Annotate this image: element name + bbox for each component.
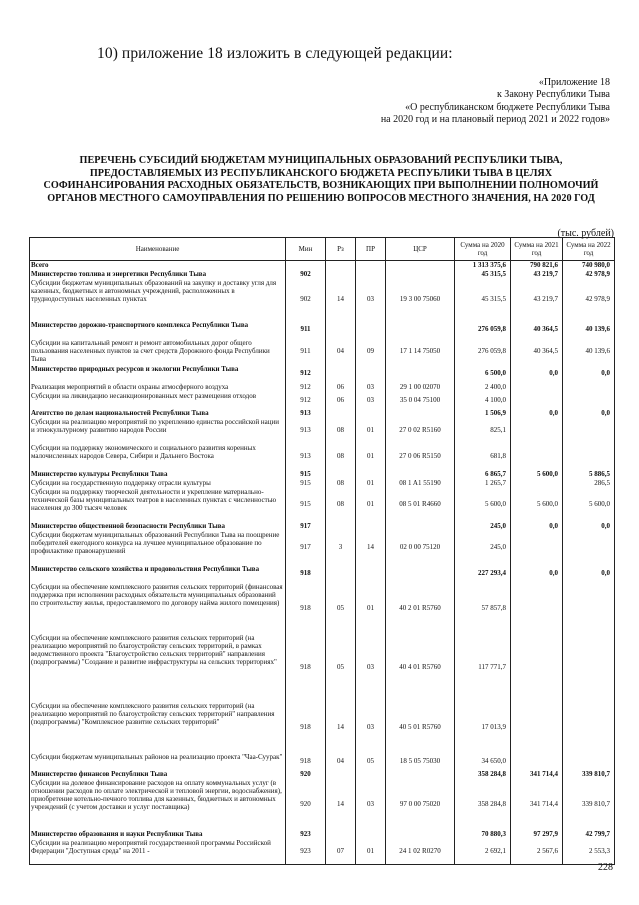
cell-name: Субсидии бюджетам муниципальных районов на реализацию проекта "Чаа-Суурак" xyxy=(30,753,286,770)
cell-sum-2021 xyxy=(511,634,563,702)
cell-csr: 08 1 A1 55190 xyxy=(386,479,455,488)
cell-sum-2022: 40 139,6 xyxy=(563,321,615,339)
cell-rz: 08 xyxy=(326,444,356,470)
col-header-csr: ЦСР xyxy=(386,238,455,261)
cell-name: Министерство топлива и энергетики Республики Тыва xyxy=(30,270,286,279)
cell-min: 917 xyxy=(286,522,326,531)
cell-min: 923 xyxy=(286,839,326,865)
cell-min: 911 xyxy=(286,339,326,365)
cell-sum-2020: 681,8 xyxy=(455,444,511,470)
cell-csr xyxy=(386,830,455,839)
cell-name: Всего xyxy=(30,261,286,270)
col-header-pr: ПР xyxy=(356,238,386,261)
cell-min: 918 xyxy=(286,583,326,634)
appendix-line: «Приложение 18 xyxy=(538,77,610,88)
cell-name: Субсидии на долевое финансирование расходов на оплату коммунальных услуг (в отношении расходов по оплате электрической и тепловой энергии, водоснабжения), приобретение котельно-печного топлива для казенных, бюджетных и автономных учреждений (с учетом доставки и услуг поставщика) xyxy=(30,779,286,830)
table-section-row xyxy=(30,565,615,583)
cell-sum-2020: 70 880,3 xyxy=(455,830,511,839)
cell-sum-2020: 1 313 375,6 xyxy=(455,261,511,270)
cell-name: Министерство дорожно-транспортного комплекса Республики Тыва xyxy=(30,321,286,339)
cell-sum-2022 xyxy=(563,392,615,409)
table-section-row xyxy=(30,470,615,479)
cell-min: 918 xyxy=(286,702,326,753)
cell-csr: 40 2 01 R5760 xyxy=(386,583,455,634)
cell-name: Субсидии на обеспечение комплексного развития сельских территорий (финансовая поддержка при исполнении расходных обязательств муниципальных образований по строительству жилья, предоставляемого по договору найма жилого помещения) xyxy=(30,583,286,634)
cell-name: Субсидии на государственную поддержку отрасли культуры xyxy=(30,479,286,488)
appendix-line: «О республиканском бюджете Республики Тыва xyxy=(405,101,610,113)
cell-sum-2021 xyxy=(511,383,563,392)
cell-sum-2021 xyxy=(511,702,563,753)
cell-csr xyxy=(386,261,455,270)
cell-sum-2020: 17 013,9 xyxy=(455,702,511,753)
cell-name: Министерство сельского хозяйства и продовольствия Республики Тыва xyxy=(30,565,286,583)
cell-csr: 18 5 05 75030 xyxy=(386,753,455,770)
cell-sum-2021: 43 219,7 xyxy=(511,279,563,321)
cell-pr: 09 xyxy=(356,339,386,365)
cell-name: Субсидии на обеспечение комплексного развития сельских территорий (на реализацию мероприятий по благоустройству сельских территорий" направления (подпрограммы) "Комплексное развитие сельских территорий" xyxy=(30,702,286,753)
cell-csr xyxy=(386,365,455,383)
amendment-intro: 10) приложение 18 изложить в следующей редакции: xyxy=(97,45,453,62)
cell-pr xyxy=(356,830,386,839)
table-row xyxy=(30,479,615,488)
cell-rz xyxy=(326,830,356,839)
cell-name: Субсидии бюджетам муниципальных образований на закупку и доставку угля для казенных, бюджетных и автономных учреждений, расположенных в труднодоступных населенных пунктах xyxy=(30,279,286,321)
table-header-row xyxy=(30,238,615,261)
cell-name: Агентство по делам национальностей Республики Тыва xyxy=(30,409,286,418)
cell-sum-2021: 790 821,6 xyxy=(511,261,563,270)
cell-sum-2022: 42 978,9 xyxy=(563,270,615,279)
cell-min: 917 xyxy=(286,531,326,565)
cell-sum-2022 xyxy=(563,531,615,565)
cell-csr xyxy=(386,409,455,418)
table-row xyxy=(30,779,615,830)
cell-sum-2022 xyxy=(563,383,615,392)
cell-min: 912 xyxy=(286,392,326,409)
cell-sum-2021: 40 364,5 xyxy=(511,321,563,339)
cell-csr: 97 0 00 75020 xyxy=(386,779,455,830)
cell-sum-2021: 341 714,4 xyxy=(511,779,563,830)
cell-sum-2020: 6 865,7 xyxy=(455,470,511,479)
cell-sum-2020: 276 059,8 xyxy=(455,321,511,339)
cell-sum-2022: 42 799,7 xyxy=(563,830,615,839)
cell-sum-2022: 339 810,7 xyxy=(563,779,615,830)
cell-sum-2020: 45 315,5 xyxy=(455,270,511,279)
appendix-header xyxy=(381,77,610,126)
cell-sum-2021: 0,0 xyxy=(511,565,563,583)
table-row xyxy=(30,531,615,565)
cell-pr: 14 xyxy=(356,531,386,565)
cell-pr: 01 xyxy=(356,479,386,488)
cell-min xyxy=(286,261,326,270)
cell-pr: 05 xyxy=(356,753,386,770)
cell-name: Субсидии на капитальный ремонт и ремонт автомобильных дорог общего пользования населенных пунктов за счет средств Дорожного фонда Республики Тыва xyxy=(30,339,286,365)
cell-pr xyxy=(356,409,386,418)
document-title: ПЕРЕЧЕНЬ СУБСИДИЙ БЮДЖЕТАМ МУНИЦИПАЛЬНЫХ ОБРАЗОВАНИЙ РЕСПУБЛИКИ ТЫВА, ПРЕДОСТАВЛЯЕМЫХ ИЗ РЕСПУБЛИКАНСКОГО БЮДЖЕТА РЕСПУБЛИКИ ТЫВА В ЦЕЛЯХ СОФИНАНСИРОВАНИЯ РАСХОДНЫХ ОБЯЗАТЕЛЬСТВ, ВОЗНИКАЮЩИХ ПРИ ВЫПОЛНЕНИИ ПОЛНОМОЧИЙ ОРГАНОВ МЕСТНОГО САМОУПРАВЛЕНИЯ ПО РЕШЕНИЮ ВОПРОСОВ МЕСТНОГО ЗНАЧЕНИЯ, НА 2020 ГОД xyxy=(43,155,599,204)
col-header-sum-2022: Сумма на 2022 год xyxy=(563,238,615,261)
cell-sum-2021 xyxy=(511,444,563,470)
cell-pr: 01 xyxy=(356,839,386,865)
cell-min: 902 xyxy=(286,279,326,321)
cell-sum-2021: 5 600,0 xyxy=(511,488,563,522)
table-row xyxy=(30,418,615,444)
cell-min: 913 xyxy=(286,409,326,418)
cell-rz: 05 xyxy=(326,634,356,702)
cell-sum-2022 xyxy=(563,753,615,770)
cell-rz xyxy=(326,470,356,479)
cell-csr xyxy=(386,522,455,531)
cell-sum-2022 xyxy=(563,702,615,753)
cell-csr xyxy=(386,470,455,479)
cell-sum-2022: 40 139,6 xyxy=(563,339,615,365)
cell-sum-2021: 341 714,4 xyxy=(511,770,563,779)
cell-name: Субсидии на поддержку творческой деятельности и укрепление материально-технической базы муниципальных театров в населенных пунктах с численностью населения до 300 тысяч человек xyxy=(30,488,286,522)
cell-rz: 14 xyxy=(326,702,356,753)
cell-rz xyxy=(326,321,356,339)
cell-csr xyxy=(386,770,455,779)
col-header-name: Наименование xyxy=(30,238,286,261)
cell-sum-2022: 740 980,0 xyxy=(563,261,615,270)
cell-sum-2020: 117 771,7 xyxy=(455,634,511,702)
cell-pr xyxy=(356,565,386,583)
cell-sum-2020: 2 692,1 xyxy=(455,839,511,865)
cell-sum-2022: 286,5 xyxy=(563,479,615,488)
cell-rz: 08 xyxy=(326,488,356,522)
cell-min: 915 xyxy=(286,479,326,488)
cell-rz xyxy=(326,770,356,779)
cell-sum-2022 xyxy=(563,583,615,634)
cell-pr: 01 xyxy=(356,583,386,634)
cell-sum-2021 xyxy=(511,392,563,409)
cell-pr: 01 xyxy=(356,488,386,522)
cell-sum-2020: 245,0 xyxy=(455,522,511,531)
cell-pr xyxy=(356,365,386,383)
cell-sum-2020: 358 284,8 xyxy=(455,770,511,779)
cell-min: 918 xyxy=(286,753,326,770)
cell-sum-2021 xyxy=(511,583,563,634)
col-header-sum-2020: Сумма на 2020 год xyxy=(455,238,511,261)
cell-sum-2021 xyxy=(511,479,563,488)
page-number: 228 xyxy=(598,862,613,873)
cell-pr: 03 xyxy=(356,779,386,830)
cell-rz: 04 xyxy=(326,339,356,365)
table-row xyxy=(30,392,615,409)
table-row xyxy=(30,753,615,770)
cell-name: Министерство природных ресурсов и экологии Республики Тыва xyxy=(30,365,286,383)
cell-rz: 08 xyxy=(326,418,356,444)
cell-sum-2020: 825,1 xyxy=(455,418,511,444)
cell-csr: 24 1 02 R0270 xyxy=(386,839,455,865)
cell-min: 913 xyxy=(286,418,326,444)
cell-sum-2022: 339 810,7 xyxy=(563,770,615,779)
cell-csr: 40 4 01 R5760 xyxy=(386,634,455,702)
cell-pr xyxy=(356,321,386,339)
cell-csr xyxy=(386,321,455,339)
cell-rz xyxy=(326,565,356,583)
cell-sum-2022: 0,0 xyxy=(563,565,615,583)
cell-rz xyxy=(326,522,356,531)
appendix-line: на 2020 год и на плановый период 2021 и 2022 годов» xyxy=(380,113,610,125)
cell-name: Субсидии на ликвидацию несанкционированных мест размещения отходов xyxy=(30,392,286,409)
cell-csr: 40 5 01 R5760 xyxy=(386,702,455,753)
col-header-min: Мин xyxy=(286,238,326,261)
cell-sum-2020: 4 100,0 xyxy=(455,392,511,409)
cell-min: 912 xyxy=(286,365,326,383)
cell-min: 913 xyxy=(286,444,326,470)
cell-csr: 02 0 00 75120 xyxy=(386,531,455,565)
cell-min: 911 xyxy=(286,321,326,339)
cell-csr: 27 0 02 R5160 xyxy=(386,418,455,444)
cell-csr xyxy=(386,565,455,583)
cell-csr: 19 3 00 75060 xyxy=(386,279,455,321)
cell-pr: 03 xyxy=(356,702,386,753)
cell-sum-2022 xyxy=(563,418,615,444)
cell-csr: 29 1 00 02070 xyxy=(386,383,455,392)
cell-min: 918 xyxy=(286,634,326,702)
cell-sum-2020: 245,0 xyxy=(455,531,511,565)
cell-min: 920 xyxy=(286,770,326,779)
table-row xyxy=(30,583,615,634)
cell-min: 920 xyxy=(286,779,326,830)
table-section-row xyxy=(30,270,615,279)
cell-csr: 17 1 14 75050 xyxy=(386,339,455,365)
cell-sum-2020: 34 650,0 xyxy=(455,753,511,770)
subsidies-table xyxy=(29,237,615,865)
cell-sum-2020: 45 315,5 xyxy=(455,279,511,321)
cell-pr: 03 xyxy=(356,279,386,321)
table-row xyxy=(30,702,615,753)
cell-min: 918 xyxy=(286,565,326,583)
table-row xyxy=(30,634,615,702)
cell-name: Субсидии на обеспечение комплексного развития сельских территорий (на реализацию мероприятий по благоустройству сельских территорий, в рамках ведомственного проекта "Благоустройство сельских территорий" направления (подпрограммы) "Создание и развитие инфраструктуры на сельских территориях" xyxy=(30,634,286,702)
table-row xyxy=(30,444,615,470)
cell-rz xyxy=(326,261,356,270)
cell-sum-2021: 0,0 xyxy=(511,522,563,531)
cell-pr: 03 xyxy=(356,392,386,409)
col-header-rz: Рз xyxy=(326,238,356,261)
cell-name: Субсидии на реализацию мероприятий государственной программы Российской Федерации "Доступная среда" на 2011 - xyxy=(30,839,286,865)
table-section-row xyxy=(30,522,615,531)
cell-name: Субсидии бюджетам муниципальных образований Республики Тыва на поощрение победителей ежегодного конкурса на лучшее муниципальное образование по профилактике правонарушений xyxy=(30,531,286,565)
table-section-row xyxy=(30,830,615,839)
cell-sum-2021: 40 364,5 xyxy=(511,339,563,365)
cell-name: Министерство общественной безопасности Республики Тыва xyxy=(30,522,286,531)
cell-name: Субсидии на поддержку экономического и социального развития коренных малочисленных народов Севера, Сибири и Дальнего Востока xyxy=(30,444,286,470)
cell-rz: 14 xyxy=(326,779,356,830)
table-section-row xyxy=(30,321,615,339)
cell-rz: 05 xyxy=(326,583,356,634)
cell-sum-2020: 227 293,4 xyxy=(455,565,511,583)
cell-sum-2020: 276 059,8 xyxy=(455,339,511,365)
cell-sum-2022: 5 600,0 xyxy=(563,488,615,522)
cell-pr: 03 xyxy=(356,383,386,392)
cell-pr xyxy=(356,270,386,279)
cell-pr xyxy=(356,770,386,779)
cell-rz: 08 xyxy=(326,479,356,488)
cell-sum-2021 xyxy=(511,418,563,444)
cell-pr: 01 xyxy=(356,418,386,444)
cell-rz: 07 xyxy=(326,839,356,865)
cell-sum-2022: 0,0 xyxy=(563,409,615,418)
table-row xyxy=(30,279,615,321)
cell-name: Министерство финансов Республики Тыва xyxy=(30,770,286,779)
cell-rz xyxy=(326,409,356,418)
cell-sum-2021: 0,0 xyxy=(511,409,563,418)
cell-pr xyxy=(356,470,386,479)
appendix-line: к Закону Республики Тыва xyxy=(496,89,610,101)
cell-sum-2022: 5 886,5 xyxy=(563,470,615,479)
cell-sum-2020: 6 500,0 xyxy=(455,365,511,383)
cell-csr xyxy=(386,270,455,279)
cell-rz: 06 xyxy=(326,392,356,409)
cell-rz: 3 xyxy=(326,531,356,565)
cell-min: 902 xyxy=(286,270,326,279)
table-row xyxy=(30,839,615,865)
cell-sum-2021: 43 219,7 xyxy=(511,270,563,279)
cell-sum-2022 xyxy=(563,444,615,470)
cell-sum-2021: 2 567,6 xyxy=(511,839,563,865)
cell-pr xyxy=(356,261,386,270)
cell-sum-2020: 358 284,8 xyxy=(455,779,511,830)
cell-sum-2020: 5 600,0 xyxy=(455,488,511,522)
cell-sum-2021: 5 600,0 xyxy=(511,470,563,479)
cell-sum-2020: 2 400,0 xyxy=(455,383,511,392)
cell-rz xyxy=(326,365,356,383)
unit-label: (тыс. рублей) xyxy=(557,228,614,239)
cell-sum-2021: 0,0 xyxy=(511,365,563,383)
table-row xyxy=(30,488,615,522)
cell-sum-2022 xyxy=(563,634,615,702)
cell-sum-2022: 2 553,3 xyxy=(563,839,615,865)
table-section-row xyxy=(30,409,615,418)
cell-min: 923 xyxy=(286,830,326,839)
table-section-row xyxy=(30,261,615,270)
cell-min: 912 xyxy=(286,383,326,392)
table-section-row xyxy=(30,770,615,779)
cell-csr: 08 5 01 R4660 xyxy=(386,488,455,522)
cell-rz: 14 xyxy=(326,279,356,321)
cell-csr: 35 0 04 75100 xyxy=(386,392,455,409)
cell-min: 915 xyxy=(286,470,326,479)
cell-name: Субсидии на реализацию мероприятий по укреплению единства российской нации и этнокультурному развитию народов России xyxy=(30,418,286,444)
table-row xyxy=(30,339,615,365)
cell-rz xyxy=(326,270,356,279)
table-section-row xyxy=(30,365,615,383)
cell-pr: 03 xyxy=(356,634,386,702)
cell-sum-2020: 57 857,8 xyxy=(455,583,511,634)
cell-sum-2022: 0,0 xyxy=(563,522,615,531)
cell-rz: 06 xyxy=(326,383,356,392)
cell-sum-2021 xyxy=(511,531,563,565)
cell-min: 915 xyxy=(286,488,326,522)
cell-name: Реализация мероприятий в области охраны атмосферного воздуха xyxy=(30,383,286,392)
col-header-sum-2021: Сумма на 2021 год xyxy=(511,238,563,261)
cell-csr: 27 0 06 R5150 xyxy=(386,444,455,470)
cell-sum-2021: 97 297,9 xyxy=(511,830,563,839)
cell-name: Министерство образования и науки Республики Тыва xyxy=(30,830,286,839)
cell-rz: 04 xyxy=(326,753,356,770)
cell-sum-2020: 1 506,9 xyxy=(455,409,511,418)
table-row xyxy=(30,383,615,392)
cell-pr xyxy=(356,522,386,531)
cell-pr: 01 xyxy=(356,444,386,470)
cell-name: Министерство культуры Республики Тыва xyxy=(30,470,286,479)
cell-sum-2020: 1 265,7 xyxy=(455,479,511,488)
cell-sum-2021 xyxy=(511,753,563,770)
cell-sum-2022: 42 978,9 xyxy=(563,279,615,321)
cell-sum-2022: 0,0 xyxy=(563,365,615,383)
